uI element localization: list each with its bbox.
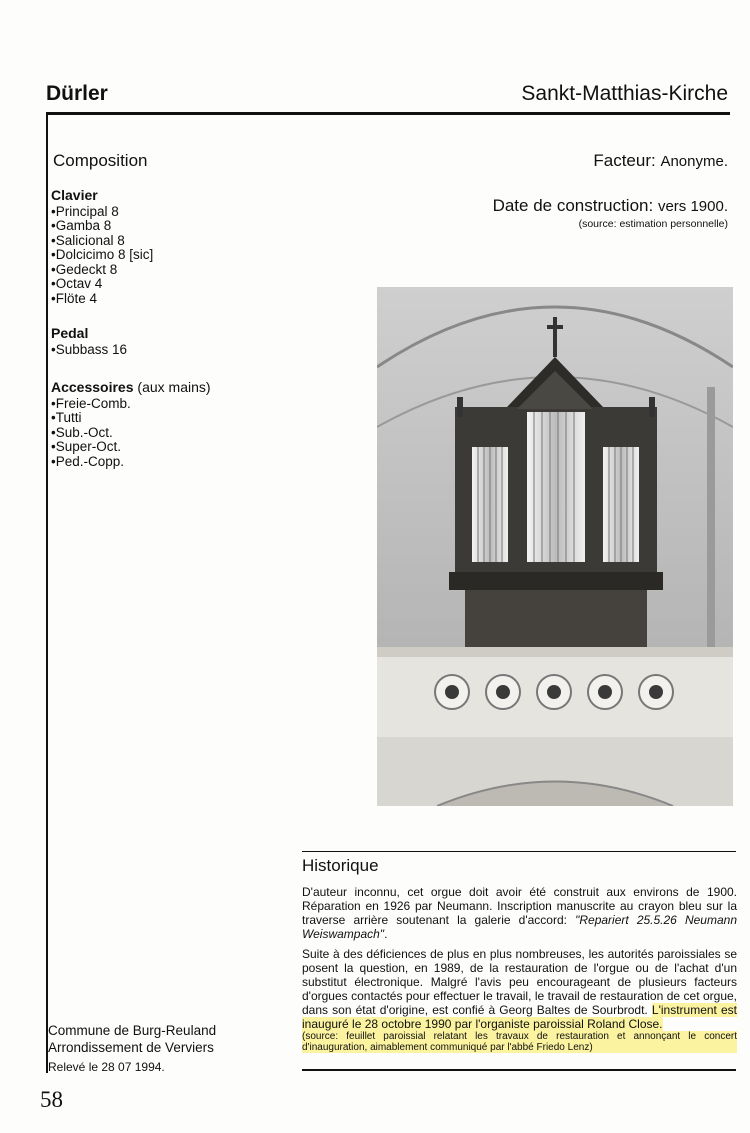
date-label: Date de construction: xyxy=(492,196,654,215)
historique-text: Suite à des déficiences de plus en plus nombreuses, les autorités paroissiales se posent la question, en 1989, de la restauration de l'orgue ou de l'achat d'un substitut électronique. Malgré l'avis peu encourageant de plusieurs facteurs d'orgues contactés pour effectuer le travail, le travail de restauration de cet orgue, dans son état d'origine, est confié à Georg Baltes de Sourbrodt. xyxy=(302,947,737,1017)
historique-inscription: "Repariert 25.5.26 Neumann Weiswampach" xyxy=(302,913,737,941)
arrondissement: Arrondissement de Verviers xyxy=(48,1040,214,1055)
stop-item: • Ped.-Copp. xyxy=(51,455,211,470)
historique-body xyxy=(302,885,737,1059)
stop-item: • Gedeckt 8 xyxy=(51,263,153,278)
historique-text: . xyxy=(384,927,388,941)
accessoires-extra: (aux mains) xyxy=(133,379,211,395)
composition-title: Composition xyxy=(53,151,148,170)
clavier-title: Clavier xyxy=(51,187,98,203)
stop-item: • Super-Oct. xyxy=(51,440,211,455)
historique-paragraph-2 xyxy=(302,947,737,1053)
date-value: vers 1900. xyxy=(657,198,728,215)
accessoires-list xyxy=(51,397,211,470)
historique-bottom-rule xyxy=(302,1069,736,1071)
stop-item: • Flöte 4 xyxy=(51,292,153,307)
stop-item: • Freie-Comb. xyxy=(51,397,211,412)
facteur-label: Facteur: xyxy=(593,151,656,170)
date-source: (source: estimation personnelle) xyxy=(578,218,728,230)
releve-date: Relevé le 28 07 1994. xyxy=(48,1060,165,1074)
organ-photo xyxy=(377,287,733,806)
accessoires-label: Accessoires xyxy=(51,379,134,395)
clavier-section xyxy=(51,188,153,306)
clavier-list xyxy=(51,205,153,307)
stop-item: • Gamba 8 xyxy=(51,219,153,234)
stop-item: • Sub.-Oct. xyxy=(51,426,211,441)
stop-item: • Dolcicimo 8 [sic] xyxy=(51,248,153,263)
stop-item: • Subbass 16 xyxy=(51,343,127,358)
historique-rule xyxy=(302,851,736,852)
page-number: 58 xyxy=(40,1087,63,1112)
builder-name: Dürler xyxy=(46,82,108,105)
commune: Commune de Burg-Reuland xyxy=(48,1023,217,1038)
commune-block xyxy=(48,1022,216,1056)
facteur-line xyxy=(593,151,728,171)
stop-item: • Octav 4 xyxy=(51,277,153,292)
historique-title: Historique xyxy=(302,856,379,875)
facteur-value: Anonyme. xyxy=(660,153,728,170)
accessoires-section xyxy=(51,380,211,469)
accessoires-title xyxy=(51,380,211,395)
left-rule xyxy=(46,113,48,1073)
pedal-list xyxy=(51,343,127,358)
date-line xyxy=(493,196,728,230)
historique-highlight: L'instrument est inauguré le 28 octobre 1990 par l'organiste paroissial Roland Close. xyxy=(302,1003,738,1031)
church-name: Sankt-Matthias-Kirche xyxy=(521,82,728,105)
stop-item: • Salicional 8 xyxy=(51,234,153,249)
pedal-section xyxy=(51,326,127,357)
historique-source: (source: feuillet paroissial relatant les travaux de restauration et annonçant le concert d'inauguration, aimablement communiqué par l'abbé Friedo Lenz) xyxy=(302,1031,737,1053)
historique-paragraph-1 xyxy=(302,885,737,941)
historique-text: D'auteur inconnu, cet orgue doit avoir été construit aux environs de 1900. Réparation en 1926 par Neumann. Inscription manuscrite au crayon bleu sur la traverse arrière soutenant la galerie d'accord: xyxy=(302,885,737,927)
pedal-title: Pedal xyxy=(51,325,89,341)
stop-item: • Tutti xyxy=(51,411,211,426)
header-rule xyxy=(46,112,730,115)
stop-item: • Principal 8 xyxy=(51,205,153,220)
